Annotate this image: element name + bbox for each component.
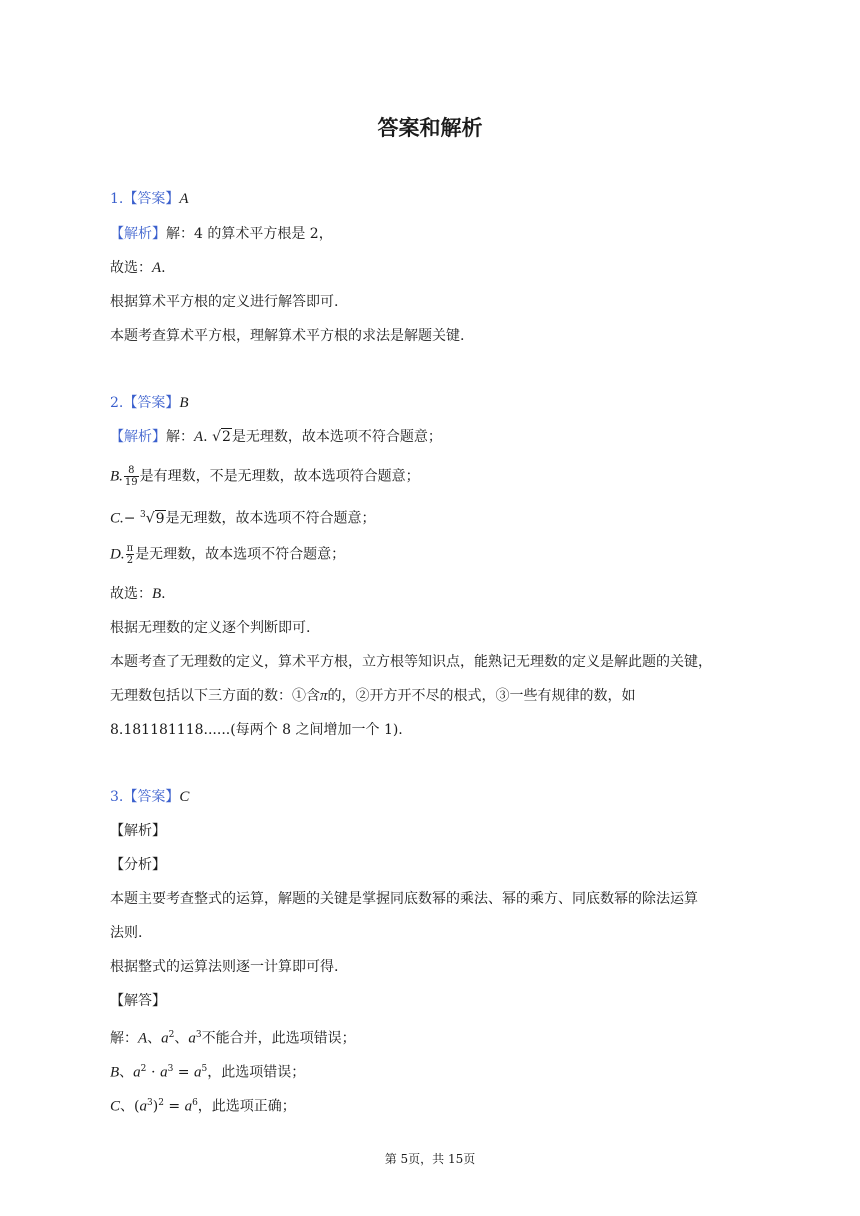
q3-s3-text: ，此选项正确； (197, 1098, 296, 1115)
q2-b-letter: B. (110, 468, 123, 485)
q3-para-1: 本题主要考查整式的运算，解题的关键是掌握同底数幂的乘法、幂的乘方、同底数幂的除法运算 (110, 891, 698, 907)
q1-selection (110, 258, 166, 278)
q2-selection (110, 584, 166, 604)
q3-s3-eq: = (163, 1098, 185, 1115)
q3-answer: C (179, 789, 190, 805)
q2-summary-2a: 无理数包括以下三方面的数：①含 (110, 688, 320, 704)
q3-s3-lparen: ( (134, 1098, 140, 1115)
q3-answer-line (110, 787, 189, 807)
q2-selection-prefix: 故选： (110, 586, 152, 602)
q3-step-2 (110, 1059, 305, 1083)
q2-summary-3: 8.181181118......(每两个 8 之间增加一个 1). (110, 722, 403, 738)
q3-s1-var2: a (188, 1030, 196, 1047)
q1-selection-dot: . (161, 260, 166, 276)
q1-analysis-line (110, 224, 333, 244)
q1-selection-prefix: 故选： (110, 260, 152, 276)
q2-method: 根据无理数的定义逐个判断即可. (110, 620, 311, 636)
q3-s2-exp2: 3 (167, 1064, 174, 1074)
page-footer: 第 5页，共 15页 (384, 1152, 476, 1166)
q3-s3-var2: a (184, 1098, 193, 1115)
q3-para-3: 根据整式的运算法则逐一计算即可得. (110, 959, 339, 975)
q2-answer: B (179, 395, 189, 411)
q3-s1-sep1: 、 (147, 1030, 162, 1047)
q2-a-prefix: 解： (166, 429, 194, 445)
q1-summary: 本题考查算术平方根，理解算术平方根的求法是解题关键. (110, 328, 465, 344)
q2-a-dot: . (203, 429, 213, 445)
q2-summary-1: 本题考查了无理数的定义，算术平方根，立方根等知识点，能熟记无理数的定义是解此题的关键， (110, 654, 712, 670)
q2-d-letter: D. (110, 546, 125, 563)
q2-d-denominator: 2 (126, 555, 134, 566)
q2-a-radicand: 2 (222, 429, 231, 445)
q1-selection-letter: A (152, 260, 162, 276)
q2-selection-dot: . (161, 586, 166, 602)
q3-s2-var1: a (133, 1064, 141, 1081)
q2-answer-tag: 【答案】 (123, 395, 180, 411)
page-title: 答案和解析 (377, 116, 483, 140)
q3-s3-rparen: ) (152, 1098, 159, 1115)
q3-s3-exp3: 6 (192, 1098, 198, 1108)
q1-analysis-tag: 【解析】 (110, 226, 166, 242)
q2-summary-2 (110, 686, 636, 706)
q2-d-numerator: π (126, 543, 134, 554)
q2-b-denominator: 19 (124, 477, 138, 488)
sqrt-symbol: √ (212, 429, 221, 445)
q2-c-letter: C. (110, 510, 124, 527)
q3-s2-var2: a (160, 1064, 168, 1081)
q2-number: 2. (110, 395, 124, 411)
q3-fenxi-heading: 【分析】 (110, 857, 166, 873)
q2-d-text: 是无理数，故本选项不符合题意； (135, 546, 346, 563)
q3-s3-sep: 、 (120, 1098, 135, 1115)
q3-s2-letter: B (110, 1064, 120, 1081)
q2-option-c (110, 505, 376, 529)
q3-s3-exp1: 3 (146, 1098, 153, 1108)
q2-analysis-tag: 【解析】 (110, 429, 166, 445)
q3-s1-prefix: 解： (110, 1030, 138, 1047)
q3-s1-text: 不能合并，此选项错误； (201, 1030, 356, 1047)
q3-s1-sep2: 、 (174, 1030, 189, 1047)
q3-s2-eq: = (173, 1064, 194, 1081)
q3-s1-letter: A (138, 1030, 148, 1047)
q3-s3-letter: C (110, 1098, 121, 1115)
q2-option-d (110, 543, 345, 566)
q2-b-fraction (124, 465, 139, 488)
q3-s2-exp1: 2 (140, 1064, 147, 1074)
q2-b-numerator: 8 (124, 465, 139, 477)
q2-a-text: 是无理数，故本选项不符合题意； (231, 429, 442, 445)
q3-step-3 (110, 1093, 296, 1117)
q2-c-minus: − (123, 510, 140, 527)
q3-s3-var1: a (139, 1098, 147, 1115)
q3-para-2: 法则. (110, 925, 143, 941)
pi-symbol: π (320, 688, 328, 704)
q3-jieda-heading: 【解答】 (110, 993, 166, 1009)
q2-c-radicand: 9 (155, 510, 165, 527)
q3-s1-var1: a (161, 1030, 169, 1047)
q1-solution: 解：4 的算术平方根是 2， (166, 226, 333, 242)
q3-analysis-tag: 【解析】 (110, 823, 166, 839)
cube-root-symbol: √ (145, 510, 155, 527)
q2-c-text: 是无理数，故本选项不符合题意； (165, 510, 376, 527)
q3-s2-exp3: 5 (201, 1064, 208, 1074)
q1-number: 1. (110, 191, 124, 207)
q3-s1-exp2: 3 (195, 1030, 202, 1040)
q1-answer: A (179, 191, 189, 207)
q2-option-a (110, 427, 442, 447)
q3-answer-tag: 【答案】 (123, 789, 180, 805)
q3-s2-var3: a (193, 1064, 202, 1081)
q3-step-1 (110, 1025, 356, 1049)
q2-d-fraction (126, 543, 135, 566)
q1-answer-line (110, 189, 189, 209)
q2-option-b (110, 465, 420, 488)
q2-answer-line (110, 393, 189, 413)
q3-s1-exp1: 2 (168, 1030, 175, 1040)
q2-c-root-index: 3 (139, 510, 146, 520)
q3-s2-text: ，此选项错误； (207, 1064, 306, 1081)
q1-method: 根据算术平方根的定义进行解答即可. (110, 294, 339, 310)
q2-selection-letter: B (152, 586, 162, 602)
q2-b-text: 是有理数，不是无理数，故本选项符合题意； (139, 468, 420, 485)
q3-number: 3. (110, 789, 124, 805)
q3-s2-dot: ⋅ (146, 1064, 161, 1081)
q2-a-letter: A (194, 429, 204, 445)
q2-summary-2b: 的，②开方开不尽的根式，③一些有规律的数，如 (327, 688, 636, 704)
q3-s2-sep: 、 (119, 1064, 134, 1081)
q3-s3-exp2: 2 (158, 1098, 164, 1108)
q1-answer-tag: 【答案】 (123, 191, 180, 207)
